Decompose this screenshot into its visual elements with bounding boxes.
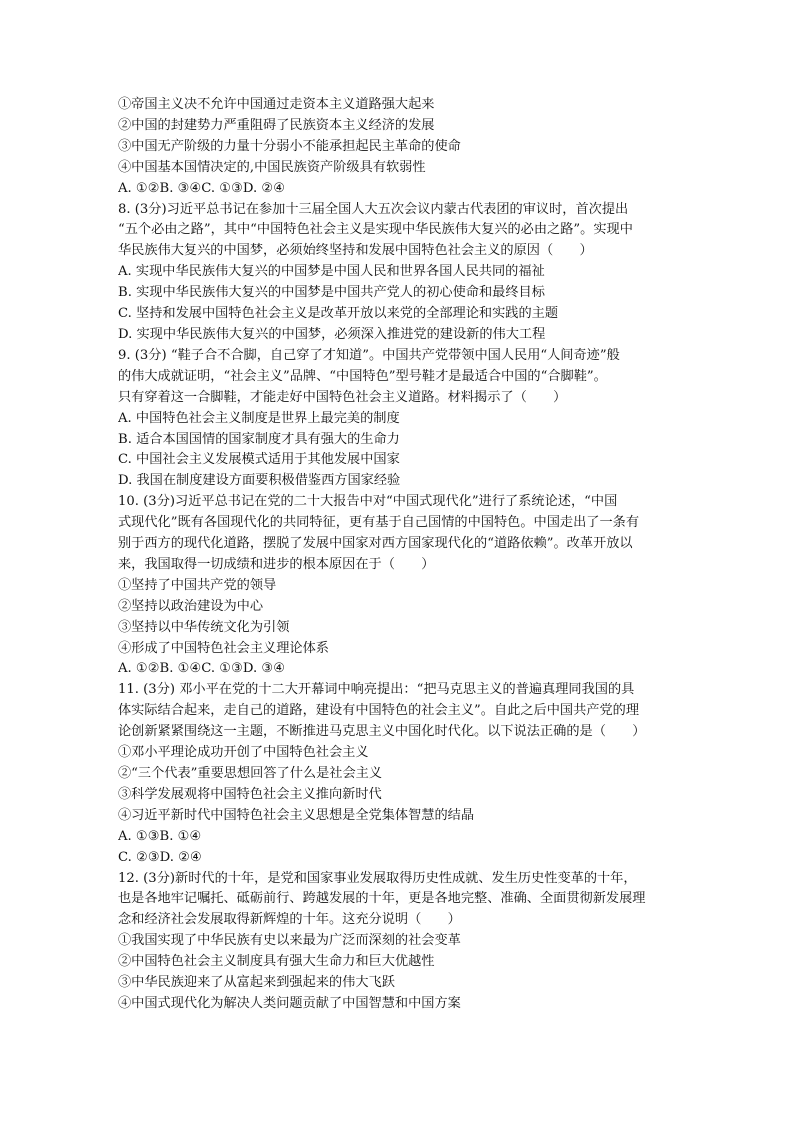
text-line: ①帝国主义决不允许中国通过走资本主义道路强大起来 xyxy=(118,97,435,112)
text-line: B. 适合本国国情的国家制度才具有强大的生命力 xyxy=(118,431,400,447)
text-line: ③中国无产阶级的力量十分弱小不能承担起民主革命的使命 xyxy=(118,138,461,154)
text-line: A. 中国特色社会主义制度是世界上最完美的制度 xyxy=(118,410,400,426)
text-line: ①我国实现了中华民族有史以来最为广泛而深刻的社会变革 xyxy=(118,933,461,949)
text-line: C. ②③D. ②④ xyxy=(118,849,202,865)
text-line: 10. (3分)习近平总书记在党的二十大报告中对“中国式现代化”进行了系统论述，“中国 xyxy=(118,494,618,510)
text-line: ②坚持以政治建设为中心 xyxy=(118,598,264,614)
text-line: ④中国基本国情决定的,中国民族资产阶级具有软弱性 xyxy=(118,159,426,175)
text-line: 念和经济社会发展取得新辉煌的十年。这充分说明（ ） xyxy=(118,912,461,928)
text-line: B. 实现中华民族伟大复兴的中国梦是中国共产党人的初心使命和最终目标 xyxy=(118,285,545,301)
text-line: ③科学发展观将中国特色社会主义推向新时代 xyxy=(118,786,382,802)
text-line: C. 中国社会主义发展模式适用于其他发展中国家 xyxy=(118,452,400,468)
text-line: 别于西方的现代化道路，摆脱了发展中国家对西方国家现代化的“道路依赖”。改革开放以 xyxy=(118,536,633,552)
text-line: 华民族伟大复兴的中国梦，必须始终坚持和发展中国特色社会主义的原因（ ） xyxy=(118,243,593,259)
text-line: 也是各地牢记嘱托、砥砺前行、跨越发展的十年，更是各地完整、准确、全面贯彻新发展理 xyxy=(118,891,646,907)
text-line: ③坚持以中华传统文化为引领 xyxy=(118,619,290,635)
text-line: ①邓小平理论成功开创了中国特色社会主义 xyxy=(118,745,369,761)
text-line: A. ①②B. ③④C. ①③D. ②④ xyxy=(118,180,286,196)
text-line: 9. (3分) “鞋子合不合脚，自己穿了才知道”。中国共产党带领中国人民用“人间奇迹”般 xyxy=(118,347,620,363)
text-line: ④形成了中国特色社会主义理论体系 xyxy=(118,640,329,656)
text-line: 体实际结合起来，走自己的道路，建设有中国特色的社会主义”。自此之后中国共产党的理 xyxy=(118,703,640,719)
text-line: 只有穿着这一合脚鞋，才能走好中国特色社会主义道路。材料揭示了（ ） xyxy=(118,389,567,405)
text-line: ②中国的封建势力严重阻碍了民族资本主义经济的发展 xyxy=(118,117,435,133)
text-line: ③中华民族迎来了从富起来到强起来的伟大飞跃 xyxy=(118,975,395,991)
text-line: “五个必由之路”，其中“中国特色社会主义是实现中华民族伟大复兴的必由之路”。实现中 xyxy=(118,222,633,238)
text-line: 8. (3分)习近平总书记在参加十三届全国人大五次会议内蒙古代表团的审议时，首次提出 xyxy=(118,201,629,217)
document-body xyxy=(118,95,680,1015)
text-line: 来，我国取得一切成绩和进步的根本原因在于（ ） xyxy=(118,556,435,572)
text-line: 12. (3分)新时代的十年，是党和国家事业发展取得历史性成就、发生历史性变革的十年， xyxy=(118,870,637,886)
text-line: 的伟大成就证明，“社会主义”品牌、“中国特色”型号鞋才是最适合中国的“合脚鞋”。 xyxy=(118,368,607,384)
text-line: ②“三个代表”重要思想回答了什么是社会主义 xyxy=(118,766,383,781)
text-line: ④中国式现代化为解决人类问题贡献了中国智慧和中国方案 xyxy=(118,995,461,1011)
text-line: D. 实现中华民族伟大复兴的中国梦，必须深入推进党的建设新的伟大工程 xyxy=(118,326,546,342)
text-line: ①坚持了中国共产党的领导 xyxy=(118,577,277,593)
text-line: C. 坚持和发展中国特色社会主义是改革开放以来党的全部理论和实践的主题 xyxy=(118,306,559,322)
text-line: D. 我国在制度建设方面要积极借鉴西方国家经验 xyxy=(118,473,401,489)
text-line: 论创新紧紧围绕这一主题，不断推进马克思主义中国化时代化。以下说法正确的是（ ） xyxy=(118,724,646,740)
text-line: 11. (3分) 邓小平在党的十二大开幕词中响亮提出：“把马克思主义的普遍真理同我国的具 xyxy=(118,682,635,698)
text-line: A. 实现中华民族伟大复兴的中国梦是中国人民和世界各国人民共同的福祉 xyxy=(118,264,545,280)
text-line: ④习近平新时代中国特色社会主义思想是全党集体智慧的结晶 xyxy=(118,807,475,823)
text-line: A. ①②B. ①④C. ①③D. ③④ xyxy=(118,661,286,677)
text-line: 式现代化”既有各国现代化的共同特征，更有基于自己国情的中国特色。中国走出了一条有 xyxy=(118,515,640,531)
text-line: A. ①③B. ①④ xyxy=(118,828,202,844)
text-line: ②中国特色社会主义制度具有强大生命力和巨大优越性 xyxy=(118,954,435,970)
